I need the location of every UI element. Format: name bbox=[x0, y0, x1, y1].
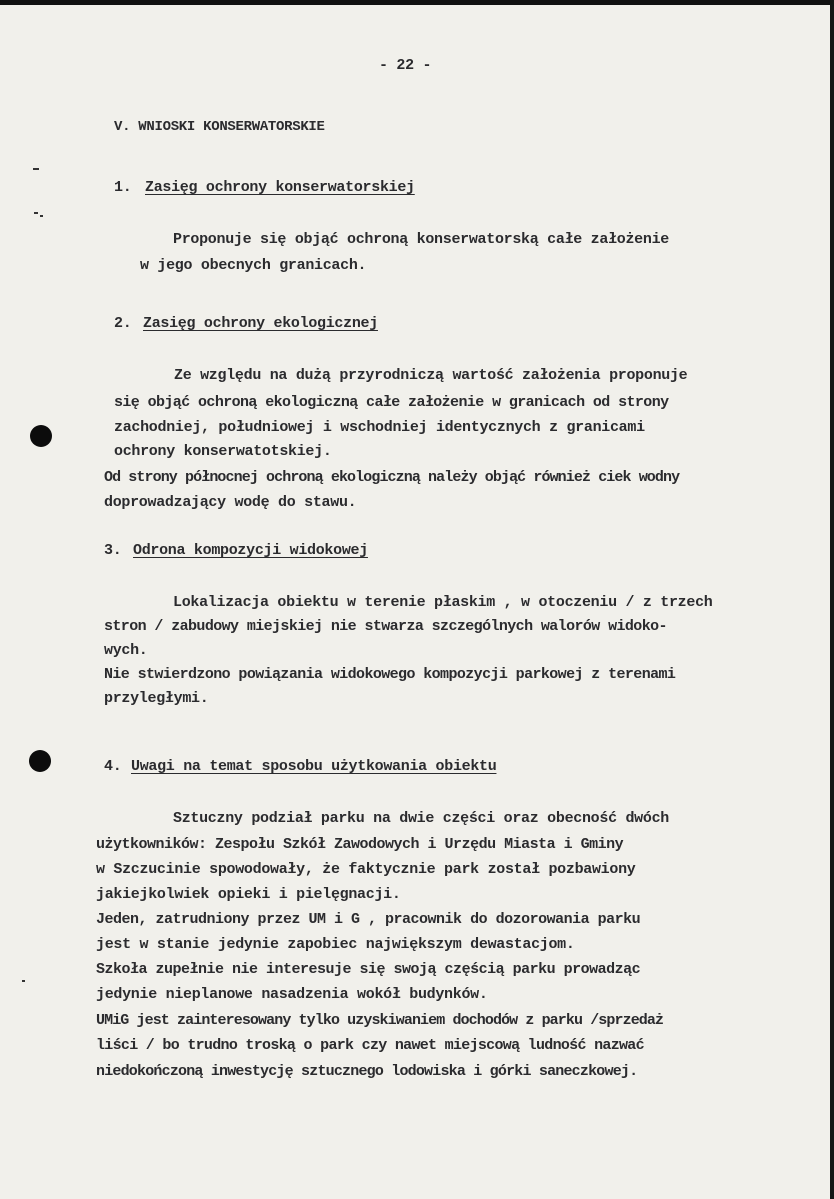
paragraph-line: Szkoła zupełnie nie interesuje się swoją częścią parku prowadząc bbox=[96, 961, 641, 978]
paragraph-line: Sztuczny podział parku na dwie części oraz obecność dwóch bbox=[173, 810, 669, 827]
scan-speck bbox=[22, 980, 25, 982]
paragraph-line: jedynie nieplanowe nasadzenia wokół budynków. bbox=[96, 986, 488, 1003]
paragraph-line: Ze względu na dużą przyrodniczą wartość założenia proponuje bbox=[174, 367, 688, 384]
paragraph-line: doprowadzający wodę do stawu. bbox=[104, 494, 357, 511]
paragraph-line: użytkowników: Zespołu Szkół Zawodowych i Urzędu Miasta i Gminy bbox=[96, 836, 624, 853]
scan-speck bbox=[40, 215, 43, 217]
paragraph-line: Lokalizacja obiektu w terenie płaskim , w otoczeniu / z trzech bbox=[173, 594, 713, 611]
paragraph-line: wych. bbox=[104, 642, 148, 659]
scan-border-top bbox=[0, 0, 834, 5]
scan-speck bbox=[34, 212, 38, 214]
section-number: 4. bbox=[104, 758, 122, 775]
paragraph-line: się objąć ochroną ekologiczną całe założenie w granicach od strony bbox=[114, 394, 669, 411]
paragraph-line: Jeden, zatrudniony przez UM i G , pracownik do dozorowania parku bbox=[96, 911, 641, 928]
paragraph-line: jest w stanie jedynie zapobiec największym dewastacjom. bbox=[96, 936, 575, 953]
paragraph-line: w Szczucinie spowodowały, że faktycznie park został pozbawiony bbox=[96, 861, 636, 878]
section-number: 2. bbox=[114, 315, 132, 332]
paragraph-line: jakiejkolwiek opieki i pielęgnacji. bbox=[96, 886, 401, 903]
scan-speck bbox=[33, 168, 39, 170]
punch-hole-mark bbox=[30, 425, 52, 447]
section-heading: Uwagi na temat sposobu użytkowania obiektu bbox=[131, 758, 497, 775]
paragraph-line: liści / bo trudno troską o park czy nawet miejscową ludność nazwać bbox=[96, 1037, 644, 1054]
paragraph-line: w jego obecnych granicach. bbox=[140, 257, 367, 274]
paragraph-line: Nie stwierdzono powiązania widokowego kompozycji parkowej z terenami bbox=[104, 666, 676, 683]
scan-border-right bbox=[830, 0, 834, 1199]
paragraph-line: Od strony północnej ochroną ekologiczną należy objąć również ciek wodny bbox=[104, 469, 680, 486]
section-number: 3. bbox=[104, 542, 122, 559]
punch-hole-mark bbox=[29, 750, 51, 772]
paragraph-line: Proponuje się objąć ochroną konserwatorską całe założenie bbox=[173, 231, 669, 248]
paragraph-line: ochrony konserwatotskiej. bbox=[114, 443, 332, 460]
paragraph-line: stron / zabudowy miejskiej nie stwarza szczególnych walorów widoko- bbox=[104, 618, 667, 635]
paragraph-line: UMiG jest zainteresowany tylko uzyskiwaniem dochodów z parku /sprzedaż bbox=[96, 1012, 664, 1029]
chapter-title: V. WNIOSKI KONSERWATORSKIE bbox=[114, 119, 325, 135]
paragraph-line: niedokończoną inwestycję sztucznego lodowiska i górki saneczkowej. bbox=[96, 1063, 638, 1080]
paragraph-line: przyległymi. bbox=[104, 690, 209, 707]
section-heading: Zasięg ochrony ekologicznej bbox=[143, 315, 378, 332]
section-number: 1. bbox=[114, 179, 132, 196]
page-number: - 22 - bbox=[379, 57, 432, 74]
section-heading: Zasięg ochrony konserwatorskiej bbox=[145, 179, 415, 196]
section-heading: Odrona kompozycji widokowej bbox=[133, 542, 368, 559]
paragraph-line: zachodniej, południowej i wschodniej identycznych z granicami bbox=[114, 419, 645, 436]
